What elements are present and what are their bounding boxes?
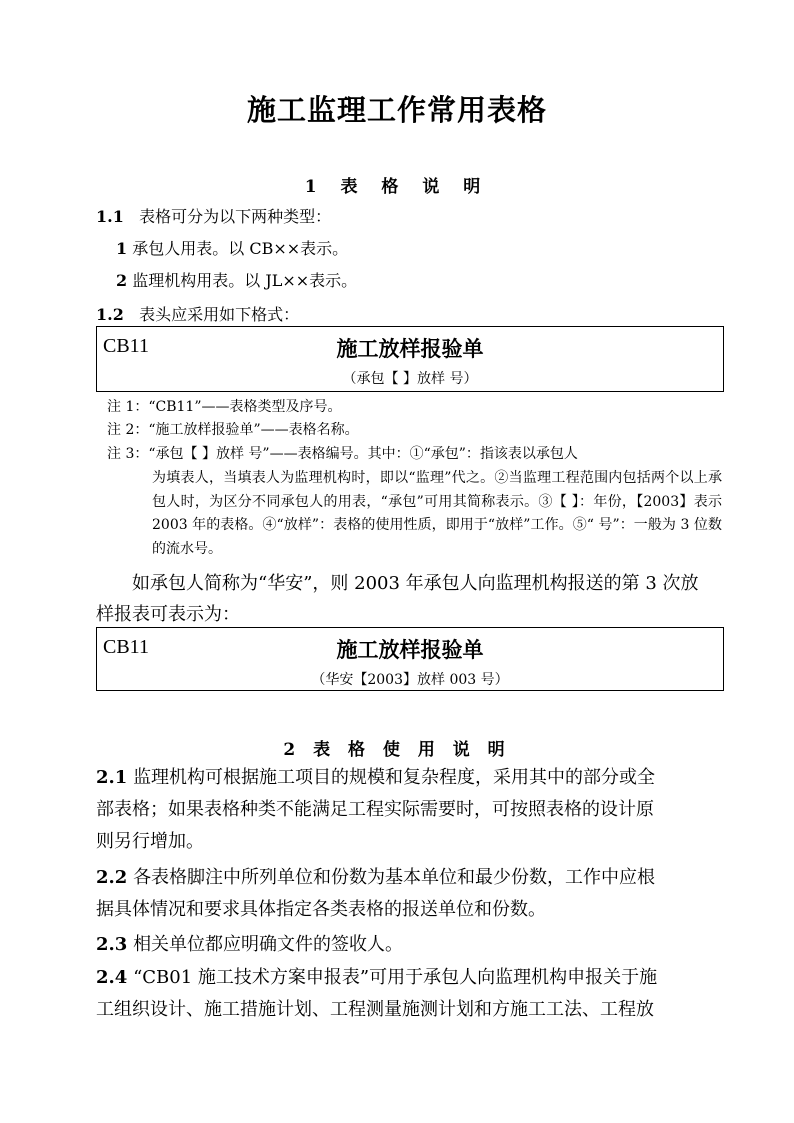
list-item bbox=[116, 238, 348, 260]
line-text: 相关单位都应明确文件的签收人。 bbox=[133, 934, 404, 955]
note-text: “施工放样报验单”——表格名称。 bbox=[148, 422, 359, 438]
note-text: “CB11”——表格类型及序号。 bbox=[148, 399, 342, 415]
form-header-example bbox=[96, 627, 724, 691]
paragraph-line: 部表格；如果表格种类不能满足工程实际需要时，可按照表格的设计原 bbox=[96, 799, 654, 820]
form-number: （承包【 】放样 号） bbox=[342, 371, 478, 387]
example-paragraph-line: 如承包人简称为“华安”，则 2003 年承包人向监理机构报送的第 3 次放 bbox=[132, 573, 699, 594]
item-1-2 bbox=[96, 304, 299, 326]
list-number: 2 bbox=[116, 271, 128, 290]
section-1-heading: 1 表 格 说 明 bbox=[304, 177, 490, 197]
paragraph-line: 则另行增加。 bbox=[96, 831, 204, 852]
list-number: 1 bbox=[116, 239, 128, 258]
note-2 bbox=[107, 419, 359, 441]
item-number: 1.2 bbox=[96, 305, 124, 324]
list-text: 承包人用表。以 CB××表示。 bbox=[132, 239, 349, 258]
form-number: （华安【2003】放样 003 号） bbox=[311, 672, 509, 688]
form-code: CB11 bbox=[103, 335, 149, 357]
line-text: 各表格脚注中所列单位和份数为基本单位和最少份数，工作中应根 bbox=[133, 867, 656, 888]
item-number: 2.2 bbox=[96, 867, 128, 888]
form-code: CB11 bbox=[103, 636, 149, 658]
item-text: 表格可分为以下两种类型： bbox=[139, 207, 332, 226]
item-text: 表头应采用如下格式： bbox=[139, 305, 300, 324]
paragraph-line bbox=[96, 766, 655, 790]
item-number: 2.4 bbox=[96, 967, 128, 988]
note-label: 注 1： bbox=[107, 399, 149, 415]
item-number: 1.1 bbox=[96, 207, 124, 226]
paragraph-line: 据具体情况和要求具体指定各类表格的报送单位和份数。 bbox=[96, 899, 546, 920]
form-header-example bbox=[96, 326, 724, 392]
paragraph-line: 工组织设计、施工措施计划、工程测量施测计划和方施工工法、工程放 bbox=[96, 999, 654, 1020]
note-1 bbox=[107, 396, 342, 418]
example-paragraph-line: 样报表可表示为： bbox=[96, 604, 240, 625]
item-number: 2.1 bbox=[96, 767, 128, 788]
note-text: “承包【 】放样 号”——表格编号。其中：①“承包”：指该表以承包人 bbox=[148, 446, 578, 462]
list-text: 监理机构用表。以 JL××表示。 bbox=[132, 271, 358, 290]
note-label: 注 2： bbox=[107, 422, 149, 438]
note-label: 注 3： bbox=[107, 446, 149, 462]
page-title: 施工监理工作常用表格 bbox=[246, 93, 547, 127]
item-1-1 bbox=[96, 206, 331, 228]
section-2-heading: 2 表 格 使 用 说 明 bbox=[283, 740, 511, 760]
note-3-continuation: 为填表人，当填表人为监理机构时，即以“监理”代之。②当监理工程范围内包括两个以上承包人时，为区分不同承包人的用表，“承包”可用其简称表示。③【 】：年份，【2003】表示 2003 年的表格。④“放样”：表格的使用性质，即用于“放样”工作。⑤“ 号”：一般为 3 位数的流水号。 bbox=[152, 470, 722, 557]
list-item bbox=[116, 270, 357, 292]
line-text: 监理机构可根据施工项目的规模和复杂程度，采用其中的部分或全 bbox=[133, 767, 656, 788]
paragraph-line bbox=[96, 866, 655, 890]
form-title: 施工放样报验单 bbox=[336, 336, 484, 361]
paragraph-line bbox=[96, 966, 657, 990]
line-text: “CB01 施工技术方案申报表”可用于承包人向监理机构申报关于施 bbox=[133, 967, 658, 988]
note-3 bbox=[107, 443, 578, 465]
paragraph-line bbox=[96, 933, 403, 957]
item-number: 2.3 bbox=[96, 934, 128, 955]
form-title: 施工放样报验单 bbox=[336, 637, 484, 662]
